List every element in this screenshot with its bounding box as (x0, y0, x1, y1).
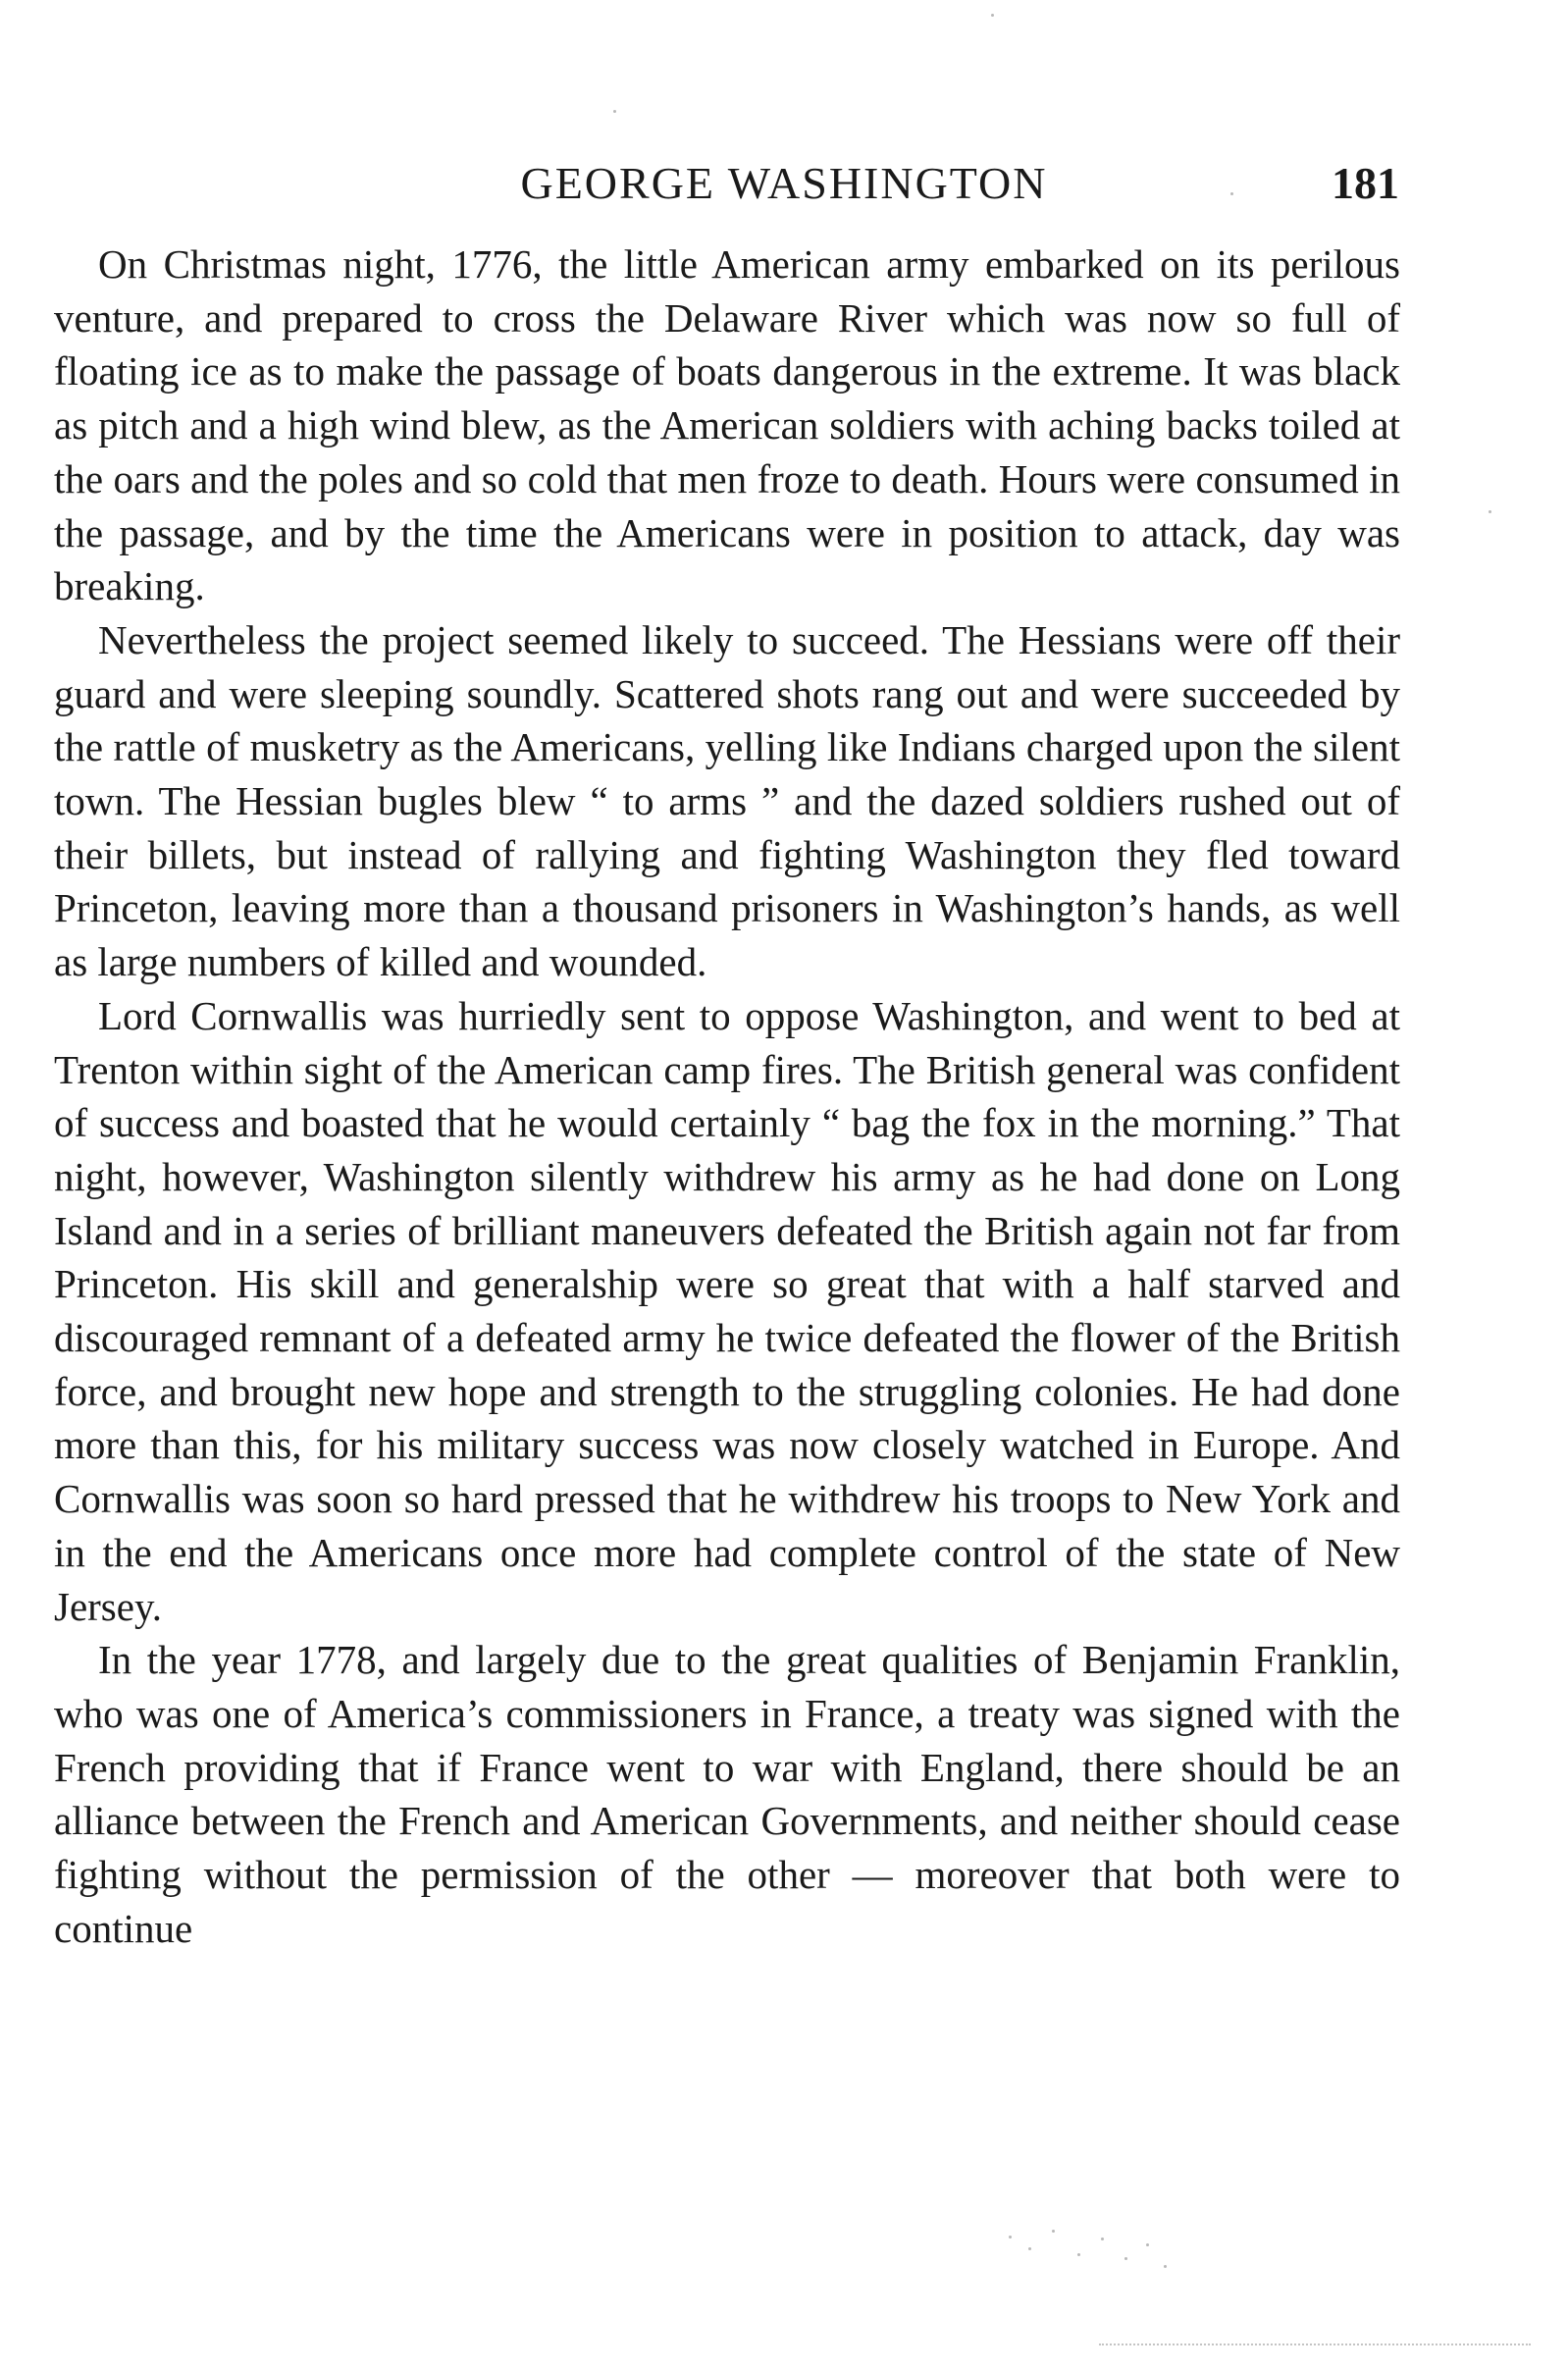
paragraph-cornwallis: Lord Cornwallis was hurriedly sent to oppose Washington, and went to bed at Trenton within sight of the American camp fires. The British general was confident of success and boasted that he would certainly “ bag the fox in the morning.” That night, however, Washington silently withdrew his army as he had done on Long Island and in a series of brilliant maneuvers defeated the British again not far from Princeton. His skill and generalship were so great that with a half starved and discouraged remnant of a defeated army he twice defeated the flower of the British force, and brought new hope and strength to the struggling colonies. He had done more than this, for his military success was now closely watched in Europe. And Cornwallis was soon so hard pressed that he withdrew his troops to New York and in the end the Americans once more had complete control of the state of New Jersey. (54, 992, 1400, 1629)
scan-speck (1146, 2243, 1149, 2246)
scan-speck (1230, 192, 1233, 195)
body-text (54, 237, 1400, 1956)
page-number: 181 (1332, 158, 1399, 208)
scan-speck (1489, 510, 1491, 513)
paragraph-french-treaty: In the year 1778, and largely due to the great qualities of Benjamin Franklin, who was one of America’s commissioners in France, a treaty was signed with the French providing that if France went to war with England, there should be an alliance between the French and American Governments, and neither should cease fighting without the permission of the other — moreover that both were to continue (54, 1637, 1400, 1951)
scan-speck (1124, 2257, 1127, 2260)
scan-speck (1052, 2230, 1055, 2233)
scan-speck (1101, 2238, 1104, 2240)
scan-speck (1028, 2247, 1031, 2250)
scan-speck (1077, 2253, 1080, 2256)
scan-speck (1009, 2236, 1012, 2238)
scan-speck (613, 110, 616, 113)
paragraph-hessians-routed: Nevertheless the project seemed likely to succeed. The Hessians were off their guard and were sleeping soundly. Scattered shots rang out and were succeeded by the rattle of musketry as the Americans, yelling like Indians charged upon the silent town. The Hessian bugles blew “ to arms ” and the dazed soldiers rushed out of their billets, but instead of rallying and fighting Washington they fled toward Princeton, leaving more than a thousand prisoners in Washington’s hands, as well as large numbers of killed and wounded. (54, 616, 1400, 985)
scan-speck (991, 14, 994, 17)
paragraph-christmas-crossing: On Christmas night, 1776, the little American army embarked on its perilous venture, and prepared to cross the Delaware River which was now so full of floating ice as to make the passage of boats dangerous in the extreme. It was black as pitch and a high wind blew, as the American soldiers with aching backs toiled at the oars and the poles and so cold that men froze to death. Hours were consumed in the passage, and by the time the Americans were in position to attack, day was breaking. (54, 241, 1400, 609)
footer-scan-artifact (1099, 2344, 1531, 2345)
running-title: GEORGE WASHINGTON (520, 158, 1048, 208)
scan-speck (1164, 2265, 1167, 2268)
running-head (0, 149, 1568, 218)
